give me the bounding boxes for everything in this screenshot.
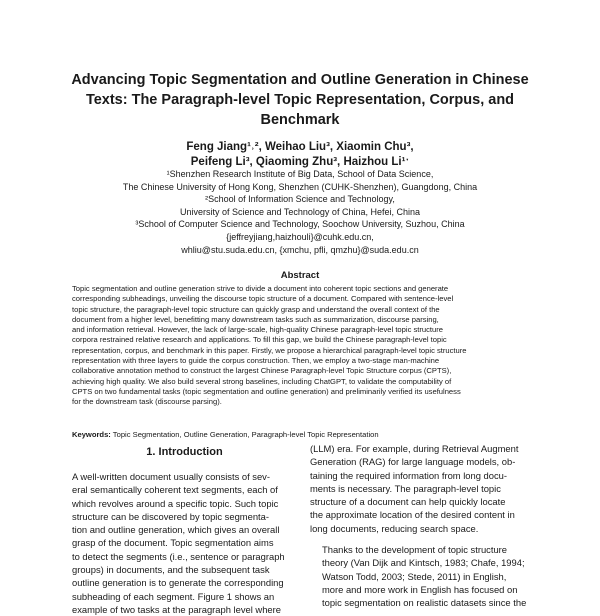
email-line: {jeffreyjiang,haizhouli}@cuhk.edu.cn, xyxy=(226,231,374,242)
author-line: Feng Jiang¹˒², Weihao Liu³, Xiaomin Chu³, xyxy=(186,141,414,153)
paragraph xyxy=(310,442,535,535)
affiliation-line: The Chinese University of Hong Kong, Shenzhen (CUHK-Shenzhen), Guangdong, China xyxy=(122,181,478,192)
right-column xyxy=(310,442,535,610)
text-line: (LLM) era. For example, during Retrieval Augment xyxy=(310,443,519,454)
text-line: structure can be discovered by topic segmenta- xyxy=(72,510,269,522)
abstract-line: corpora restrained relative research and applications. To fill this gap, we build the Chinese paragraph-level topic xyxy=(72,335,447,345)
abstract-line: document from a higher level, benefitting many downstream tasks such as summarization, discourse parsing, xyxy=(72,314,439,324)
text-line: to detect the segments (i.e., sentence or paragraph xyxy=(72,550,285,562)
abstract-line: corresponding subheadings, unveiling the discourse topic structure of a document. Compared with sentence-level xyxy=(72,294,454,304)
title-line: Benchmark xyxy=(260,112,340,128)
affiliations xyxy=(50,168,550,256)
affiliation-line: ²School of Information Science and Technology, xyxy=(205,194,395,205)
text-line: topic segmentation on realistic datasets since the xyxy=(322,597,527,609)
abstract-line: Topic segmentation and outline generation strive to divide a document into coherent topic sections and generate xyxy=(72,284,449,293)
abstract-line: CPTS on two fundamental tasks (topic segmentation and outline generation) and preliminarily verified its usefulness xyxy=(72,386,461,396)
text-line: eral semantically coherent text segments, each of xyxy=(72,484,278,496)
keywords xyxy=(72,430,528,440)
text-line: Generation (RAG) for large language models, ob- xyxy=(310,456,516,468)
affiliation-line: ³School of Computer Science and Technology, Soochow University, Suzhou, China xyxy=(135,219,465,230)
text-line: theory (Van Dijk and Kintsch, 1983; Chafe, 1994; xyxy=(322,557,525,569)
affiliation-line: University of Science and Technology of China, Hefei, China xyxy=(180,206,420,217)
abstract-line: for the downstream task (discourse parsing). xyxy=(72,397,222,407)
text-line: A well-written document usually consists of sev- xyxy=(72,471,270,482)
abstract-line: and information retrieval. However, the lack of large-scale, high-quality Chinese paragraph-level topic structure xyxy=(72,325,444,335)
abstract-body xyxy=(72,284,528,408)
text-line: the approximate location of the desired content in xyxy=(310,509,515,521)
left-column xyxy=(72,470,297,616)
affiliation-line: ¹Shenzhen Research Institute of Big Data, School of Data Science, xyxy=(166,169,434,179)
text-line: tion and outline generation, which gives an overall xyxy=(72,524,280,536)
text-line: taining the required information from long docu- xyxy=(310,469,507,481)
text-line: structure of a document can help quickly locate xyxy=(310,496,506,508)
abstract-line: representation, corpus, and benchmark in this paper. Firstly, we propose a hierarchical paragraph-level topic structure xyxy=(72,345,467,355)
text-line: outline generation is to generate the corresponding xyxy=(72,577,284,589)
abstract-line: collaborative annotation method to construct the largest Chinese Paragraph-level Topic Structure corpus (CPTS), xyxy=(72,366,452,376)
text-line: which revolves around a specific topic. Such topic xyxy=(72,497,279,509)
author-line: Peifeng Li³, Qiaoming Zhu³, Haizhou Li¹ˑ xyxy=(190,156,410,168)
paper-title xyxy=(60,70,540,130)
text-line: long documents, reducing search space. xyxy=(310,522,479,534)
title-line: Advancing Topic Segmentation and Outline Generation in Chinese xyxy=(71,72,529,88)
text-line: subheading of each segment. Figure 1 shows an xyxy=(72,590,275,602)
text-line: example of two tasks at the paragraph level where xyxy=(72,603,281,615)
section-heading-introduction: 1. Introduction xyxy=(146,446,223,458)
title-line: Texts: The Paragraph-level Topic Representation, Corpus, and xyxy=(85,92,515,108)
author-list xyxy=(60,140,540,170)
text-line: groups) in documents, and the subsequent task xyxy=(72,564,270,576)
abstract-line: representation with three layers to guide the corpus construction. Then, we employ a two-stage man-machine xyxy=(72,356,440,366)
abstract-line: topic structure, the paragraph-level topic structure can quickly grasp and understand the overall context of the xyxy=(72,304,440,314)
paragraph xyxy=(72,470,297,616)
text-line: grasp of the document. Topic segmentation aims xyxy=(72,537,274,549)
keywords-text: Topic Segmentation, Outline Generation, Paragraph-level Topic Representation xyxy=(110,430,379,439)
text-line: Thanks to the development of topic structure xyxy=(322,544,507,556)
abstract-heading: Abstract xyxy=(280,270,320,281)
email-line: whliu@stu.suda.edu.cn, {xmchu, pfli, qmzhu}@suda.edu.cn xyxy=(181,244,419,255)
abstract-line: achieving high quality. We also build several strong baselines, including ChatGPT, to validate the computability of xyxy=(72,376,452,386)
text-line: Watson Todd, 2003; Stede, 2011) in English, xyxy=(322,570,507,582)
keywords-label: Keywords: xyxy=(72,430,111,439)
text-line: ments is necessary. The paragraph-level topic xyxy=(310,482,501,494)
text-line: more and more work in English has focused on xyxy=(322,583,518,595)
